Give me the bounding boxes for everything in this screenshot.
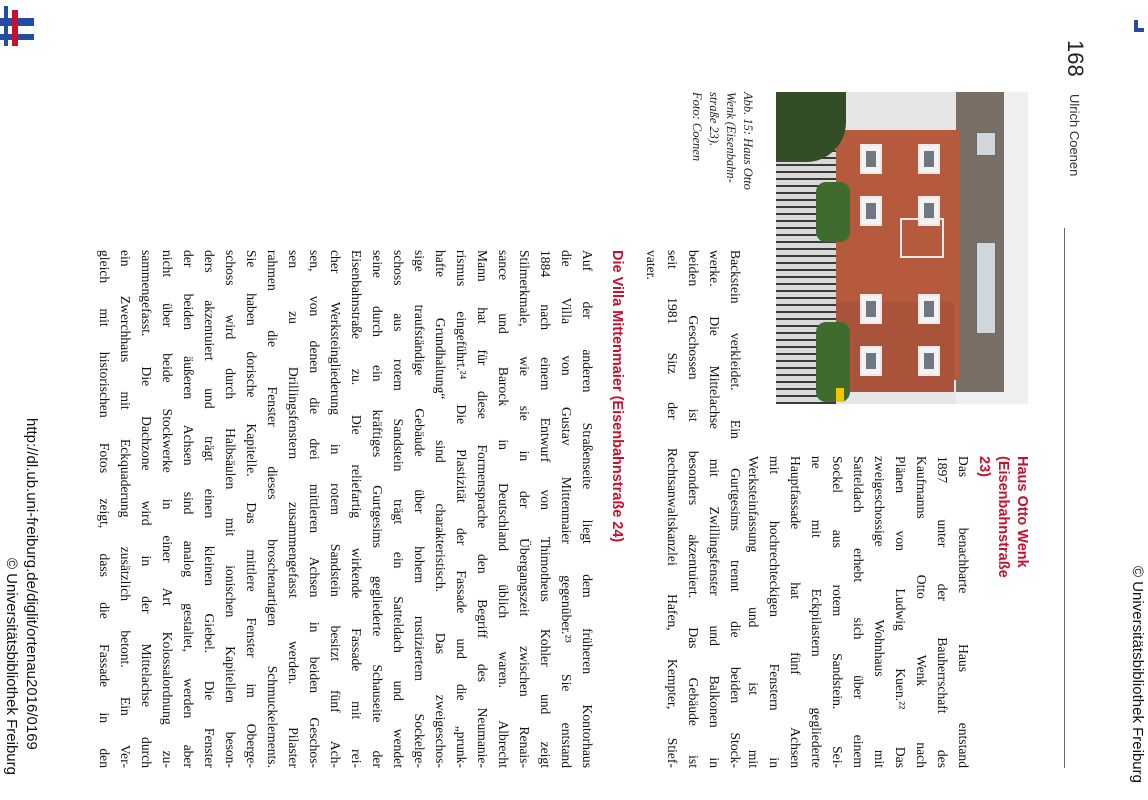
text-line: sammengefasst. Die Dachzone wird in der Mittelachse durch — [139, 250, 154, 768]
text-line: seine durch ein kräftiges Gurtgesims gegliederte Schauseite der — [370, 250, 385, 768]
text-line: nicht über beide Stockwerke in einer Art Kolossalordnung zu- — [160, 250, 175, 768]
text-line: Mann hat für diese Formensprache den Begriff des Neumanie- — [475, 250, 490, 768]
caption-line: Wenk (Eisenbahn- — [724, 92, 738, 183]
text-line: 1884 nach einem Entwurf von Thimotheus Kohler und zeigt — [538, 250, 553, 768]
text-line: vater. — [644, 250, 659, 280]
logo-stem — [4, 6, 8, 46]
text-line: Sie haben dorische Kapitelle. Das mittlere Fenster im Oberge- — [244, 250, 259, 768]
section2-text — [94, 250, 598, 768]
house-photo — [776, 92, 1028, 404]
hedge — [816, 182, 850, 242]
text-line: cher Werksteingliederung in rotem Sandstein besitzt fünf Ach- — [328, 250, 343, 768]
text-line: Stilmerkmale, wie sie in der Übergangszeit zwischen Renais- — [517, 250, 532, 768]
window — [918, 294, 940, 324]
text-line: Sockel aus rotem Sandstein. Sei- — [830, 456, 845, 768]
text-line: Kaufmanns Otto Wenk nach — [914, 456, 929, 768]
heading-line: Haus Otto Wenk — [1014, 456, 1030, 568]
window — [918, 144, 940, 174]
text-line: die Villa von Gustav Mittenmaier gegenüber.²³ Sie entstand — [559, 250, 574, 768]
balcony — [900, 218, 944, 258]
photo-caption — [688, 92, 756, 190]
window — [860, 196, 882, 226]
source-url: http://dl.ub.uni-freiburg.de/diglit/ortenau2016/0169 — [23, 418, 40, 750]
caption-line: Foto: Coenen — [690, 92, 704, 162]
window — [860, 346, 882, 376]
text-line: Das benachbarte Haus entstand — [956, 456, 971, 768]
page-number: 168 — [1063, 40, 1088, 77]
text-line: Satteldach erhebt sich über einem — [851, 456, 866, 768]
text-line: rismus eingeführt.²⁴ Die Plastizität der Fassade und die „prunk- — [454, 250, 469, 768]
window — [860, 294, 882, 324]
running-head: Ulrich Coenen — [1067, 94, 1082, 177]
heading-line: Die Villa Mittenmaier (Eisenbahnstraße 24) — [609, 250, 625, 543]
text-line: Backstein verkleidet. Ein Gurtgesims trennt die beiden Stock- — [728, 250, 743, 768]
text-line: sen zu Drillingsfenstern zusammengefasst werden. Pilaster — [286, 250, 301, 768]
text-line: der beiden äußeren Achsen sind analog gestaltet, werden aber — [181, 250, 196, 768]
header-rule — [1064, 228, 1065, 768]
section1-text-full — [641, 250, 746, 768]
text-line: beiden Geschossen ist besonders akzentuiert. Das Gebäude ist — [686, 250, 701, 768]
hedge — [816, 322, 850, 402]
section1-text-narrow — [743, 456, 974, 768]
text-line: 1897 unter der Bauherrschaft des — [935, 456, 950, 768]
logo-mark-right — [1134, 20, 1138, 30]
copyright-line-top: © Universitätsbibliothek Freiburg — [1129, 566, 1146, 783]
text-line: Plänen von Ludwig Kuen.²² Das — [893, 456, 908, 768]
text-line: sance und Barock in Deutschland üblich waren. Albrecht — [496, 250, 511, 768]
text-line: werke. Die Mittelachse mit Zwillingsfenster und Balkonen in — [707, 250, 722, 768]
text-line: Hauptfassade hat fünf Achsen — [788, 456, 803, 768]
text-line: ein Zwerchhaus mit Eckquaderung zusätzlich betont. Ein Ver- — [118, 250, 133, 768]
logo-accent — [12, 10, 18, 46]
section-heading-haus-otto-wenk — [974, 456, 1031, 578]
copyright-line: © Universitätsbibliothek Freiburg — [3, 558, 20, 775]
text-line: schoss aus rotem Sandstein trägt ein Satteldach und wendet — [391, 250, 406, 768]
sign — [836, 388, 844, 402]
text-line: Werksteinfassung und ist mit — [746, 456, 761, 768]
text-line: ne mit Eckpilastern gegliederte — [809, 456, 824, 768]
text-line: schoss wird durch Halbsäulen mit ionischen Kapitellen beson- — [223, 250, 238, 768]
text-line: rahmen die Fenster dieses broschenartigen Schmuckelements. — [265, 250, 280, 768]
caption-line: straße 23). — [707, 92, 721, 147]
text-line: gleich mit historischen Fotos zeigt, dass die Fassade in den — [97, 250, 112, 768]
text-line: Eisenbahnstraße zu. Die reliefartig wirkende Fassade mit rei- — [349, 250, 364, 768]
dormer-window — [976, 132, 996, 156]
text-line: seit 1981 Sitz der Rechtsanwaltskanzlei Hafen, Kempter, Stief- — [665, 250, 680, 768]
window — [860, 144, 882, 174]
text-line: ders akzentuiert und trägt einen kleinen Giebel. Die Fenster — [202, 250, 217, 768]
text-line: sige traufständige Gebäude über hohem rustiziertem Sockelge- — [412, 250, 427, 768]
heading-line: (Eisenbahnstraße 23) — [976, 456, 1011, 578]
window — [918, 346, 940, 376]
text-line: sen, von denen die drei mittleren Achsen in beiden Geschos- — [307, 250, 322, 768]
section-heading-villa-mittenmaier — [607, 250, 626, 542]
text-line: zweigeschossige Wohnhaus mit — [872, 456, 887, 768]
dormer-window — [976, 242, 996, 334]
text-line: hafte Grundhaltung“ sind charakteristisch. Das zweigeschos- — [433, 250, 448, 768]
caption-line: Abb. 15: Haus Otto — [741, 92, 755, 190]
text-line: mit hochrechteckigen Fenstern in — [767, 456, 782, 768]
text-line: Auf der anderen Straßenseite liegt dem früheren Kontorhaus — [580, 250, 595, 768]
